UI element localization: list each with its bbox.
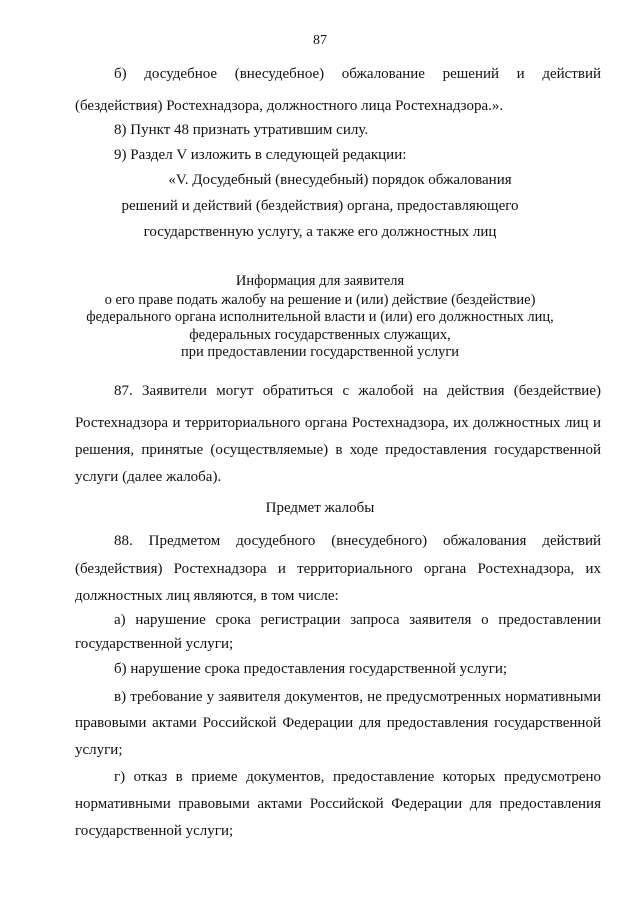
text-line: нормативными правовыми актами Российской Федерации для предоставления [75, 796, 601, 812]
text-line: б) досудебное (внесудебное) обжалование решений и действий [114, 66, 601, 82]
info-heading-line: о его праве подать жалобу на решение и (или) действие (бездействие) [104, 292, 536, 308]
text-line: должностных лиц являются, в том числе: [75, 588, 339, 604]
text-line: (бездействия) Ростехнадзора, должностного лица Ростехнадзора.». [75, 98, 504, 114]
text-line: 8) Пункт 48 признать утратившим силу. [114, 122, 369, 138]
text-line: услуги (далее жалоба). [75, 469, 222, 485]
page-number: 87 [313, 33, 327, 48]
text-line: г) отказ в приеме документов, предоставление которых предусмотрено [114, 769, 601, 785]
text-line: государственной услуги; [75, 636, 234, 652]
text-line: решения, принятые (осуществляемые) в ходе предоставления государственной [75, 442, 601, 458]
text-line: (бездействия) Ростехнадзора и территориального органа Ростехнадзора, их [75, 561, 601, 577]
text-line: Ростехнадзора и территориального органа Ростехнадзора, их должностных лиц и [75, 415, 601, 431]
text-line: 87. Заявители могут обратиться с жалобой на действия (бездействие) [114, 383, 601, 399]
text-line: 9) Раздел V изложить в следующей редакции: [114, 147, 407, 163]
info-heading-line: федерального органа исполнительной власти и (или) его должностных лиц, [86, 309, 554, 325]
text-line: в) требование у заявителя документов, не предусмотренных нормативными [114, 689, 601, 705]
text-line: а) нарушение срока регистрации запроса заявителя о предоставлении [114, 612, 601, 628]
section-heading-line: «V. Досудебный (внесудебный) порядок обжалования [168, 172, 512, 188]
info-heading-line: Информация для заявителя [235, 273, 405, 289]
section-heading-line: решений и действий (бездействия) органа, предоставляющего [121, 198, 519, 214]
text-line: государственной услуги; [75, 823, 234, 839]
text-line: б) нарушение срока предоставления государственной услуги; [114, 661, 508, 677]
info-heading-line: при предоставлении государственной услуги [180, 344, 460, 360]
text-line: правовыми актами Российской Федерации для предоставления государственной [75, 715, 601, 731]
subsection-heading: Предмет жалобы [265, 500, 375, 516]
section-heading-line: государственную услугу, а также его должностных лиц [143, 224, 497, 240]
text-line: услуги; [75, 742, 123, 758]
info-heading-line: федеральных государственных служащих, [189, 327, 451, 343]
text-line: 88. Предметом досудебного (внесудебного) обжалования действий [114, 533, 601, 549]
